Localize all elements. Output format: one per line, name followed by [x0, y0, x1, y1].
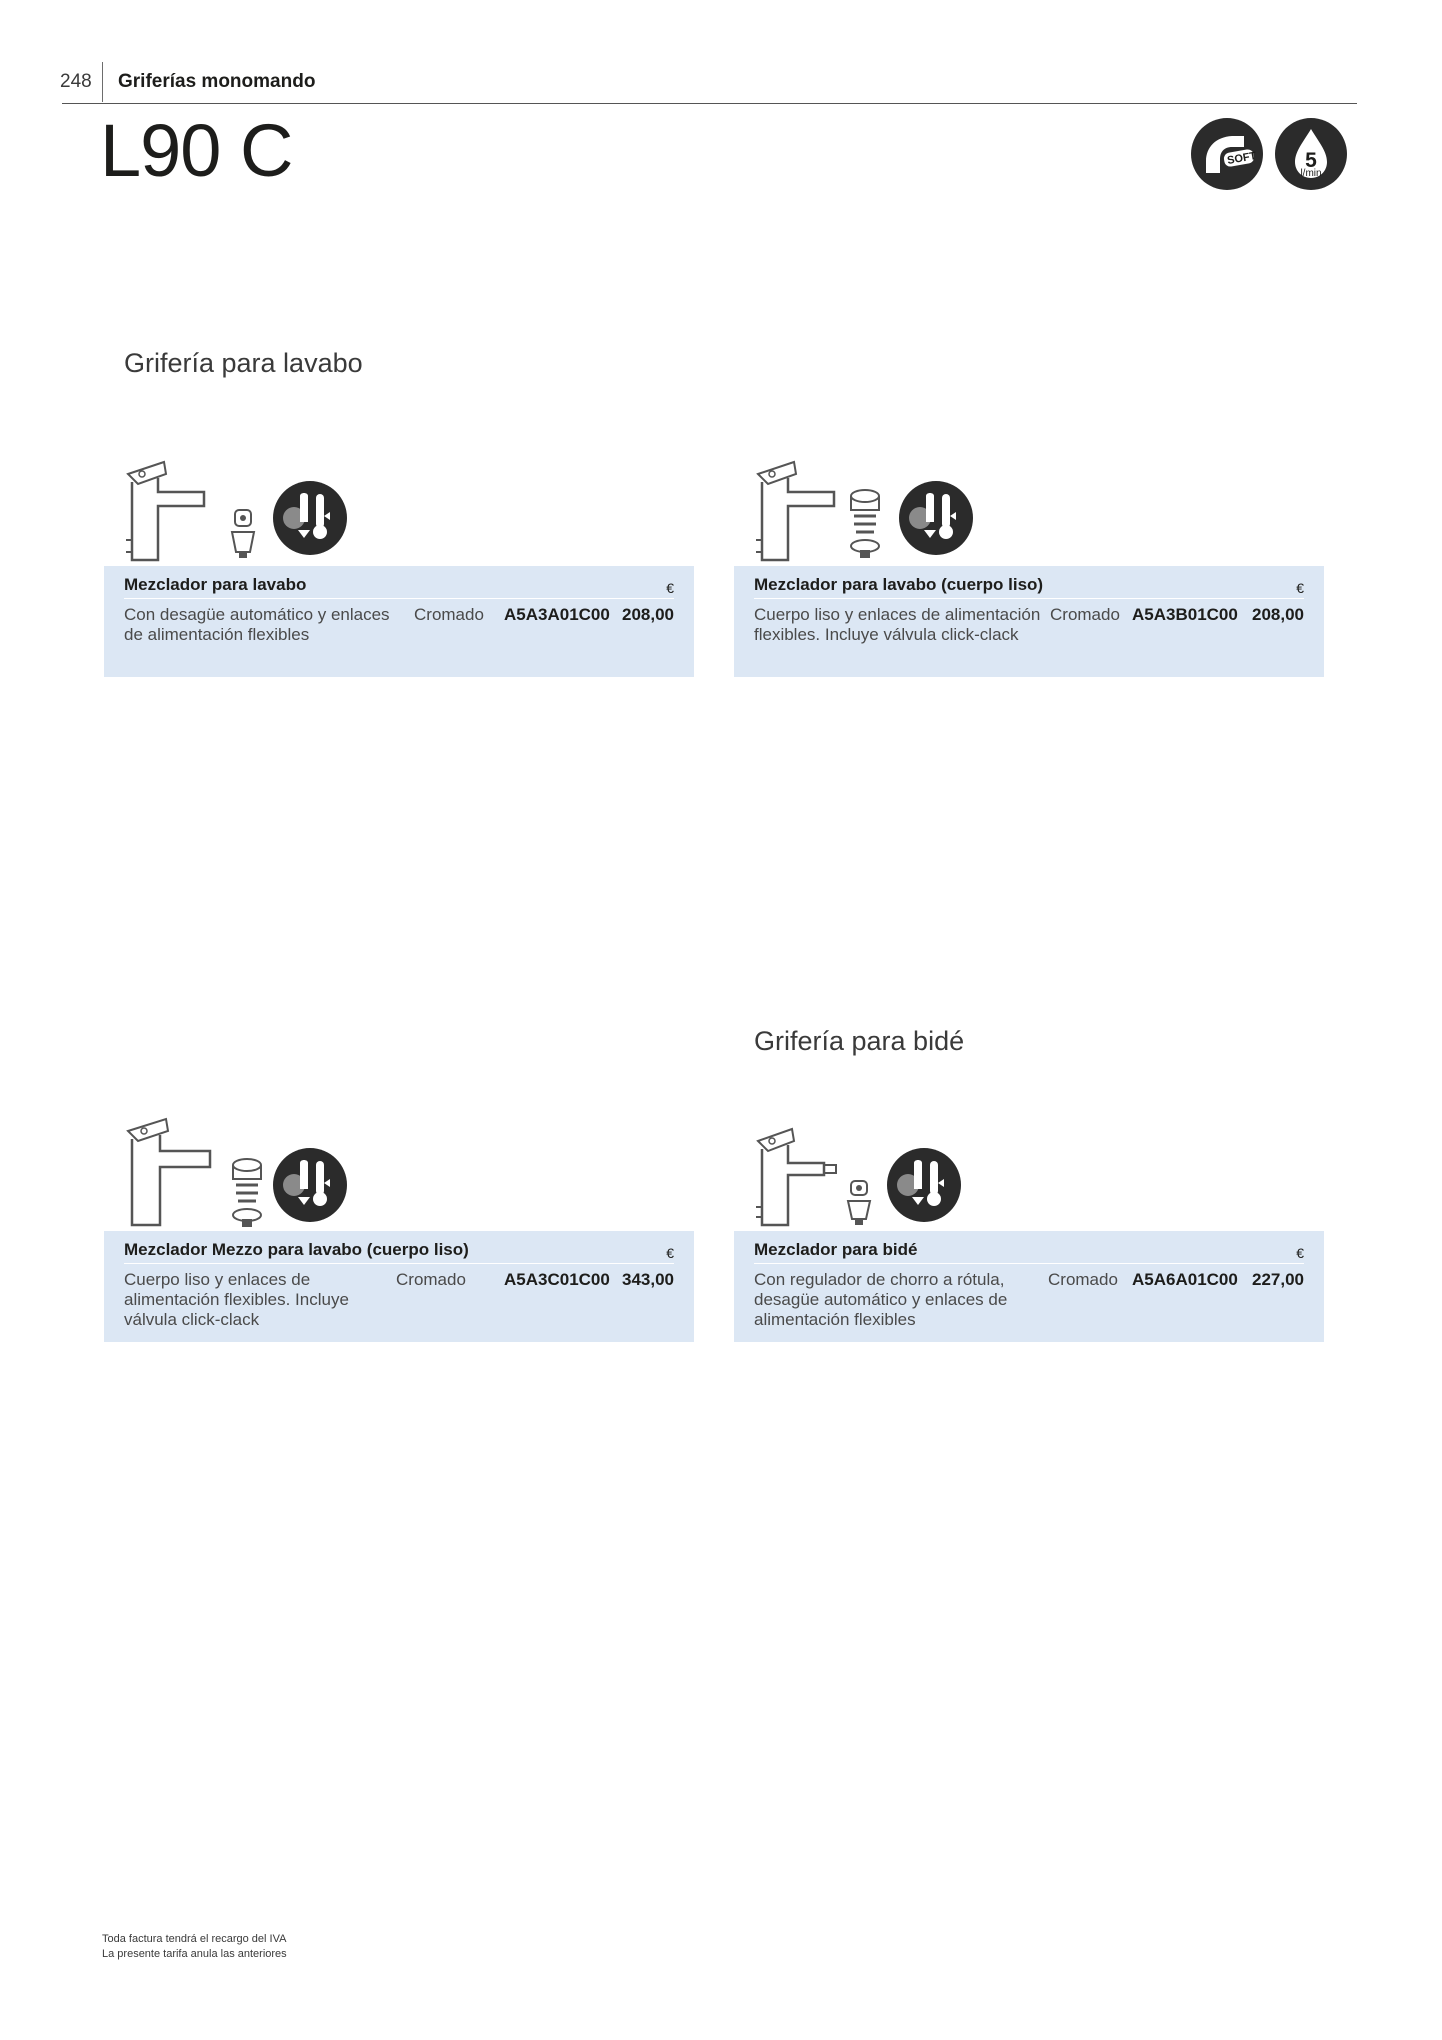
waste-valve-icon — [844, 1179, 874, 1227]
thermo-cold-start-icon — [272, 480, 348, 556]
section-heading-bide: Grifería para bidé — [754, 1026, 965, 1056]
product-info — [734, 1231, 1324, 1342]
water-flow-icon — [1274, 117, 1348, 191]
product-finish: Cromado — [414, 605, 484, 624]
product-finish: Cromado — [396, 1270, 466, 1289]
product-code: A5A3B01C00 — [1132, 605, 1238, 624]
basin-mixer-icon — [122, 460, 222, 564]
currency-label: € — [1296, 580, 1304, 596]
page-number: 248 — [60, 71, 92, 92]
flow-unit: l/min — [1300, 168, 1322, 179]
currency-label: € — [1296, 1245, 1304, 1261]
product-card — [104, 448, 694, 677]
product-info — [104, 1231, 694, 1342]
click-clack-valve-icon — [228, 1157, 266, 1229]
soft-label: SOFT — [1226, 150, 1258, 167]
bidet-mixer-icon — [752, 1127, 848, 1229]
footer-notes — [102, 1932, 287, 1962]
product-price: 208,00 — [1252, 605, 1304, 624]
flow-value: 5 — [1305, 149, 1317, 172]
section-heading-lavabo: Grifería para lavabo — [124, 348, 363, 378]
product-images — [734, 448, 1324, 566]
footer-line: Toda factura tendrá el recargo del IVA — [102, 1933, 287, 1945]
click-clack-valve-icon — [846, 488, 884, 560]
soft-handle-icon — [1190, 117, 1264, 191]
product-description: Cuerpo liso y enlaces de alimentación flexibles. Incluye válvula click-clack — [754, 605, 1041, 644]
product-images — [104, 448, 694, 566]
basin-mixer-smooth-icon — [752, 460, 852, 564]
product-price: 227,00 — [1252, 1270, 1304, 1289]
page-title: L90 C — [100, 109, 293, 192]
product-description: Cuerpo liso y enlaces de alimentación flexibles. Incluye válvula click-clack — [124, 1270, 349, 1329]
thermo-cold-start-icon — [886, 1147, 962, 1223]
product-name: Mezclador Mezzo para lavabo (cuerpo liso) — [124, 1240, 469, 1259]
product-code: A5A3A01C00 — [504, 605, 610, 624]
product-description: Con regulador de chorro a rótula, desagüe automático y enlaces de alimentación flexibles — [754, 1270, 1008, 1329]
product-name: Mezclador para bidé — [754, 1240, 918, 1259]
waste-valve-icon — [228, 508, 258, 560]
product-code: A5A6A01C00 — [1132, 1270, 1238, 1289]
product-price: 208,00 — [622, 605, 674, 624]
header-separator — [102, 62, 103, 102]
product-images — [734, 1113, 1324, 1231]
product-description: Con desagüe automático y enlaces de alimentación flexibles — [124, 605, 390, 644]
thermo-cold-start-icon — [272, 1147, 348, 1223]
product-info — [104, 566, 694, 677]
section-title: Griferías monomando — [118, 71, 316, 92]
product-finish: Cromado — [1050, 605, 1120, 624]
footer-line: La presente tarifa anula las anteriores — [102, 1948, 287, 1960]
product-name: Mezclador para lavabo (cuerpo liso) — [754, 575, 1044, 594]
mezzo-basin-mixer-icon — [122, 1117, 230, 1229]
product-info — [734, 566, 1324, 677]
product-price: 343,00 — [622, 1270, 674, 1289]
product-name: Mezclador para lavabo — [124, 575, 307, 594]
product-code: A5A3C01C00 — [504, 1270, 610, 1289]
product-images — [104, 1113, 694, 1231]
product-finish: Cromado — [1048, 1270, 1118, 1289]
currency-label: € — [666, 580, 674, 596]
header-rule — [62, 103, 1357, 104]
product-card — [734, 1113, 1324, 1342]
product-card — [734, 448, 1324, 677]
thermo-cold-start-icon — [898, 480, 974, 556]
currency-label: € — [666, 1245, 674, 1261]
product-card — [104, 1113, 694, 1342]
